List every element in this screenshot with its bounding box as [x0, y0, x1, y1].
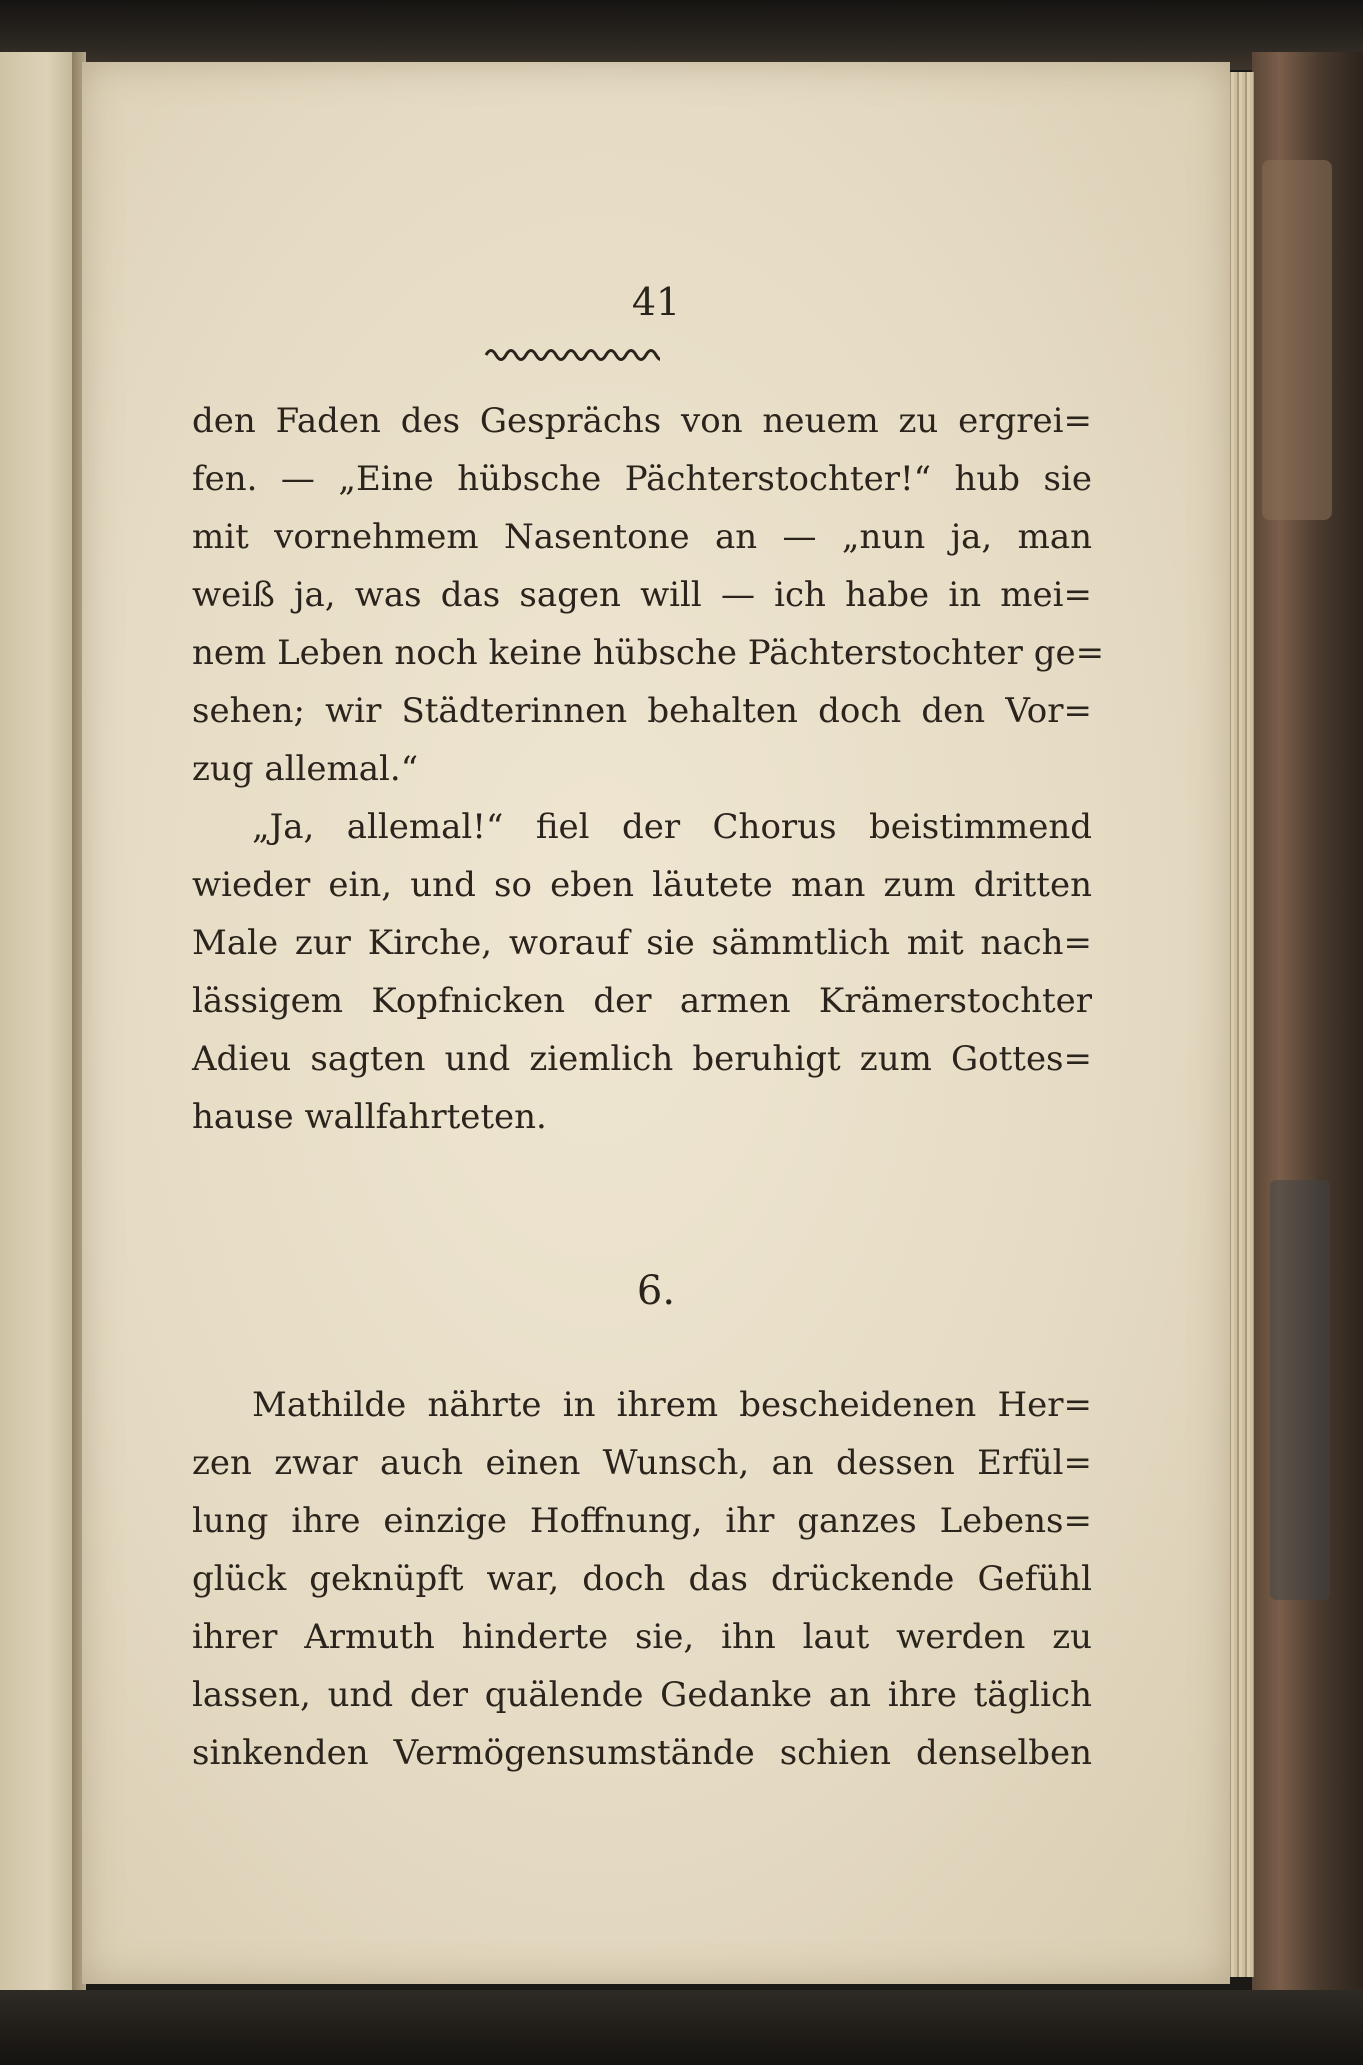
- paragraph-2: [192, 798, 1092, 1146]
- text-line: mit vornehmem Nasentone an — „nun ja, man: [192, 517, 1092, 557]
- text-line: „Ja, allemal!“ fiel der Chorus beistimmend: [252, 807, 1092, 847]
- paragraph-1: [192, 392, 1105, 798]
- text-line: hause wallfahrteten.: [192, 1097, 547, 1137]
- text-line: den Faden des Gesprächs von neuem zu ergrei=: [192, 401, 1092, 441]
- text-line: Adieu sagten und ziemlich beruhigt zum Gottes=: [192, 1039, 1092, 1079]
- text-line: glück geknüpft war, doch das drückende Gefühl: [192, 1559, 1092, 1599]
- text-line: nem Leben noch keine hübsche Pächterstochter ge=: [192, 633, 1105, 673]
- text-line: sehen; wir Städterinnen behalten doch den Vor=: [192, 691, 1092, 731]
- text-line: zen zwar auch einen Wunsch, an dessen Erfül=: [192, 1443, 1092, 1483]
- text-line: Male zur Kirche, worauf sie sämmtlich mit nach=: [192, 923, 1092, 963]
- text-line: wieder ein, und so eben läutete man zum dritten: [192, 865, 1092, 905]
- paragraph-3: [192, 1376, 1092, 1782]
- text-line: weiß ja, was das sagen will — ich habe in mei=: [192, 575, 1092, 615]
- text-line: fen. — „Eine hübsche Pächterstochter!“ hub sie: [192, 459, 1092, 499]
- book-cover-top: [0, 0, 1363, 70]
- page-number: 41: [631, 280, 681, 324]
- text-line: zug allemal.“: [192, 749, 419, 789]
- book-page: [82, 62, 1230, 1984]
- spine-leather-patch: [1262, 160, 1332, 520]
- page-block-edges: [1226, 72, 1254, 1977]
- text-line: lässigem Kopfnicken der armen Krämerstochter: [192, 981, 1092, 1021]
- text-line: lung ihre einzige Hoffnung, ihr ganzes Lebens=: [192, 1501, 1092, 1541]
- facing-page-edge: [0, 52, 80, 1997]
- text-line: sinkenden Vermögensumstände schien denselben: [192, 1733, 1092, 1773]
- wavy-rule-ornament: [484, 343, 660, 363]
- text-line: lassen, und der quälende Gedanke an ihre täglich: [192, 1675, 1092, 1715]
- spine-wear-patch: [1270, 1180, 1330, 1600]
- book-cover-bottom: [0, 1990, 1363, 2065]
- text-line: ihrer Armuth hinderte sie, ihn laut werden zu: [192, 1617, 1092, 1657]
- text-line: Mathilde nährte in ihrem bescheidenen Her=: [252, 1385, 1092, 1425]
- section-number: 6.: [636, 1268, 676, 1314]
